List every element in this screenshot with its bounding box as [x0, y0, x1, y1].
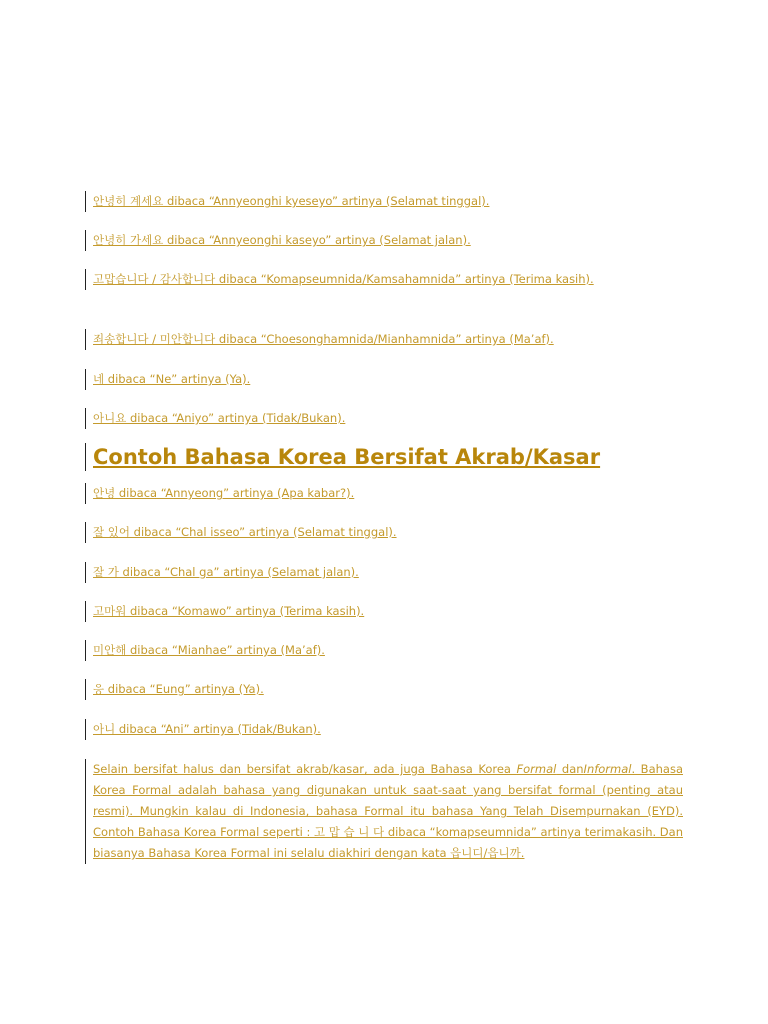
formal-phrase-3[interactable]: [85, 269, 638, 290]
paragraph-text: . Bahasa Korea Formal adalah bahasa yang digunakan untuk saat-saat yang bersifat formal (penting atau resmi). Mungkin kalau di Indonesia, bahasa Formal itu bahasa Yang Telah Disempurnakan (EYD). Contoh Bahasa Korea Formal seperti : 고 맙 습 니 다 dibaca “komapseumnida” artinya terimakasih. Dan biasanya Bahasa Korea Formal ini selalu diakhiri dengan kata 읍니디/읍니까.: [93, 762, 683, 860]
informal-phrase-6[interactable]: [85, 679, 653, 700]
phrase-text: 안녕히 가세요 dibaca “Annyeonghi kaseyo” artinya (Selamat jalan).: [93, 233, 471, 247]
paragraph-text: dan: [556, 762, 584, 776]
phrase-text: 아니 dibaca “Ani” artinya (Tidak/Bukan).: [93, 722, 321, 736]
phrase-text: 고마워 dibaca “Komawo” artinya (Terima kasih).: [93, 604, 365, 618]
phrase-text: 잘 있어 dibaca “Chal isseo” artinya (Selamat tinggal).: [93, 525, 397, 539]
informal-phrase-1[interactable]: [85, 483, 653, 504]
formal-phrase-2[interactable]: [85, 230, 653, 251]
phrase-text: 미안해 dibaca “Mianhae” artinya (Ma’af).: [93, 643, 325, 657]
informal-phrase-4[interactable]: [85, 601, 653, 622]
formal-explanation-paragraph[interactable]: [85, 759, 683, 864]
section-heading[interactable]: [85, 443, 600, 471]
informal-italic: Informal: [583, 762, 632, 776]
formal-italic: Formal: [516, 762, 557, 776]
phrase-text: 네 dibaca “Ne” artinya (Ya).: [93, 372, 251, 386]
phrase-text: 죄송합니다 / 미안합니다 dibaca “Choesonghamnida/Mianhamnida” artinya (Ma’af).: [93, 332, 554, 346]
informal-phrase-7[interactable]: [85, 719, 653, 740]
formal-phrase-1[interactable]: [85, 191, 653, 212]
phrase-text: 안녕히 계세요 dibaca “Annyeonghi kyeseyo” artinya (Selamat tinggal).: [93, 194, 490, 208]
paragraph-text: Selain bersifat halus dan bersifat akrab/kasar, ada juga Bahasa Korea: [93, 762, 517, 776]
phrase-text: 응 dibaca “Eung” artinya (Ya).: [93, 682, 264, 696]
formal-phrase-5[interactable]: [85, 369, 653, 390]
phrase-text: 잘 가 dibaca “Chal ga” artinya (Selamat jalan).: [93, 565, 359, 579]
phrase-text: 아니요 dibaca “Aniyo” artinya (Tidak/Bukan).: [93, 411, 346, 425]
informal-phrase-2[interactable]: [85, 522, 653, 543]
informal-phrase-5[interactable]: [85, 640, 653, 661]
informal-phrase-3[interactable]: [85, 562, 653, 583]
formal-phrase-6[interactable]: [85, 408, 653, 429]
heading-text: Contoh Bahasa Korea Bersifat Akrab/Kasar: [93, 445, 601, 469]
phrase-text: 안녕 dibaca “Annyeong” artinya (Apa kabar?).: [93, 486, 355, 500]
formal-phrase-4[interactable]: [85, 329, 673, 350]
phrase-text: 고맙습니다 / 감사합니다 dibaca “Komapseumnida/Kamsahamnida” artinya (Terima kasih).: [93, 272, 594, 286]
